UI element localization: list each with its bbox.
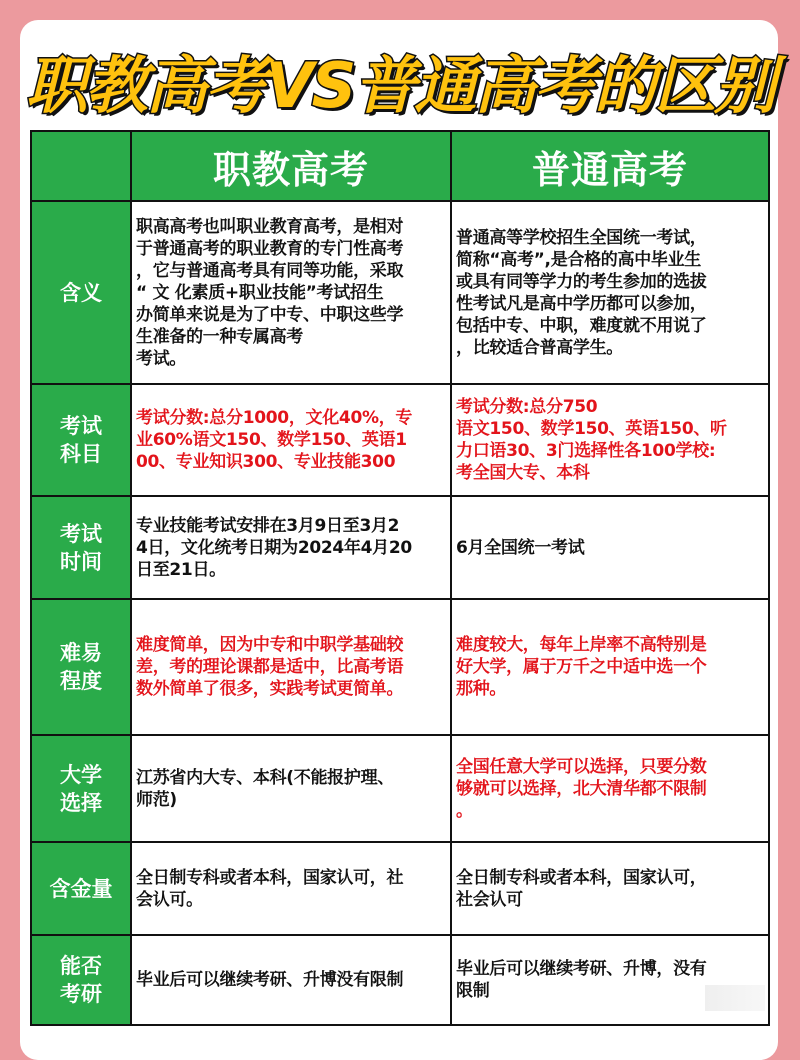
cell-text-line: 6月全国统一考试 bbox=[456, 537, 585, 558]
row-label-line: 考试 bbox=[60, 521, 102, 546]
table-row-university-choice bbox=[31, 735, 769, 842]
row-label-line: 时间 bbox=[60, 549, 102, 574]
cell-text-line: 难度简单，因为中专和中职学基础较 bbox=[136, 635, 404, 655]
row-label-line: 程度 bbox=[60, 669, 102, 693]
row-label-line: 考试 bbox=[60, 414, 102, 438]
header-general: 普通高考 bbox=[451, 131, 769, 201]
cell-general bbox=[451, 384, 769, 496]
cell-vocational bbox=[131, 384, 451, 496]
cell-text-line: 考全国大专、本科 bbox=[456, 463, 590, 483]
comparison-table bbox=[30, 130, 770, 1026]
table-header-row bbox=[31, 131, 769, 201]
cell-text-line: 考试。 bbox=[136, 348, 187, 369]
cell-vocational bbox=[131, 735, 451, 842]
cell-text-line: 全国任意大学可以选择，只要分数 bbox=[456, 756, 707, 777]
cell-text-line: 日至21日。 bbox=[136, 559, 226, 580]
row-label bbox=[31, 496, 131, 599]
table-row-difficulty bbox=[31, 599, 769, 735]
row-label bbox=[31, 735, 131, 842]
cell-text-line: ，比较适合普高学生。 bbox=[456, 337, 623, 358]
cell-text-line: 毕业后可以继续考研、升博没有限制 bbox=[136, 970, 404, 990]
cell-text-line: 办简单来说是为了中专、中职这些学 bbox=[136, 304, 404, 325]
cell-vocational bbox=[131, 201, 451, 384]
cell-text-line: 普通高等学校招生全国统一考试， bbox=[456, 227, 707, 248]
row-label bbox=[31, 201, 131, 384]
cell-general bbox=[451, 935, 769, 1025]
cell-text-line: 好大学，属于万千之中适中选一个 bbox=[456, 657, 707, 677]
cell-text-line: 于普通高考的职业教育的专门性高考 bbox=[136, 238, 404, 259]
cell-vocational bbox=[131, 496, 451, 599]
cell-general bbox=[451, 842, 769, 935]
row-label-line: 大学 bbox=[60, 762, 102, 787]
cell-text-line: 考试分数:总分750 bbox=[456, 397, 598, 417]
cell-text-line: 全日制专科或者本科，国家认可， bbox=[456, 867, 707, 888]
row-label bbox=[31, 935, 131, 1025]
cell-general bbox=[451, 599, 769, 735]
row-label-line: 考研 bbox=[60, 982, 102, 1006]
cell-vocational bbox=[131, 842, 451, 935]
cell-text-line: 。 bbox=[456, 800, 473, 821]
cell-text-line: 性考试凡是高中学历都可以参加， bbox=[456, 293, 707, 314]
cell-text-line: 或具有同等学力的考生参加的选拔 bbox=[456, 271, 707, 292]
header-corner bbox=[31, 131, 131, 201]
cell-text-line: 师范) bbox=[136, 789, 177, 810]
table-row-value bbox=[31, 842, 769, 935]
cell-text-line: 职高高考也叫职业教育高考，是相对 bbox=[136, 216, 404, 237]
row-label-line: 科目 bbox=[60, 442, 102, 466]
table-row-meaning bbox=[31, 201, 769, 384]
cell-text-line: 00、专业知识300、专业技能300 bbox=[136, 452, 396, 472]
table-row-exam-time bbox=[31, 496, 769, 599]
cell-text-line: 语文150、数学150、英语150、听 bbox=[456, 419, 727, 439]
row-label bbox=[31, 384, 131, 496]
cell-text-line: 够就可以选择，北大清华都不限制 bbox=[456, 778, 707, 799]
cell-text-line: 力口语30、3门选择性各100学校: bbox=[456, 441, 716, 461]
row-label bbox=[31, 842, 131, 935]
cell-text-line: 全日制专科或者本科，国家认可，社 bbox=[136, 867, 404, 888]
row-label bbox=[31, 599, 131, 735]
cell-text-line: 差，考的理论课都是适中，比高考语 bbox=[136, 657, 404, 677]
cell-text-line: 数外简单了很多，实践考试更简单。 bbox=[136, 679, 404, 699]
cell-text-line: 4日，文化统考日期为2024年4月20 bbox=[136, 537, 412, 558]
page-title: 职教高考VS普通高考的区别 bbox=[25, 49, 775, 122]
cell-text-line: “ 文 化素质+职业技能”考试招生 bbox=[136, 282, 384, 303]
cell-general bbox=[451, 201, 769, 384]
cell-text-line: 限制 bbox=[456, 981, 490, 1001]
cell-text-line: 考试分数:总分1000，文化40%，专 bbox=[136, 408, 413, 428]
cell-vocational bbox=[131, 935, 451, 1025]
cell-text-line: 专业技能考试安排在3月9日至3月2 bbox=[136, 515, 400, 536]
cell-general bbox=[451, 496, 769, 599]
cell-text-line: 江苏省内大专、本科(不能报护理、 bbox=[136, 767, 394, 788]
cell-text-line: 简称“高考”,是合格的高中毕业生 bbox=[456, 249, 702, 270]
cell-vocational bbox=[131, 599, 451, 735]
row-label-line: 含义 bbox=[60, 280, 102, 305]
cell-text-line: 业60%语文150、数学150、英语1 bbox=[136, 430, 407, 450]
row-label-line: 选择 bbox=[60, 790, 102, 815]
cell-general bbox=[451, 735, 769, 842]
row-label-line: 含金量 bbox=[49, 876, 113, 901]
cell-text-line: 包括中专、中职，难度就不用说了 bbox=[456, 315, 707, 336]
cell-text-line: 会认可。 bbox=[136, 889, 203, 910]
cell-text-line: 毕业后可以继续考研、升博，没有 bbox=[456, 959, 707, 979]
table-row-postgraduate bbox=[31, 935, 769, 1025]
row-label-line: 难易 bbox=[60, 641, 102, 665]
cell-text-line: 社会认可 bbox=[456, 889, 523, 910]
cell-text-line: 生准备的一种专属高考 bbox=[136, 326, 303, 347]
cell-text-line: 那种。 bbox=[456, 679, 507, 699]
table-row-subjects bbox=[31, 384, 769, 496]
cell-text-line: 难度较大，每年上岸率不高特别是 bbox=[456, 635, 707, 655]
header-vocational: 职教高考 bbox=[131, 131, 451, 201]
cell-text-line: ，它与普通高考具有同等功能，采取 bbox=[136, 260, 404, 281]
row-label-line: 能否 bbox=[60, 954, 102, 978]
watermark bbox=[705, 985, 765, 1011]
